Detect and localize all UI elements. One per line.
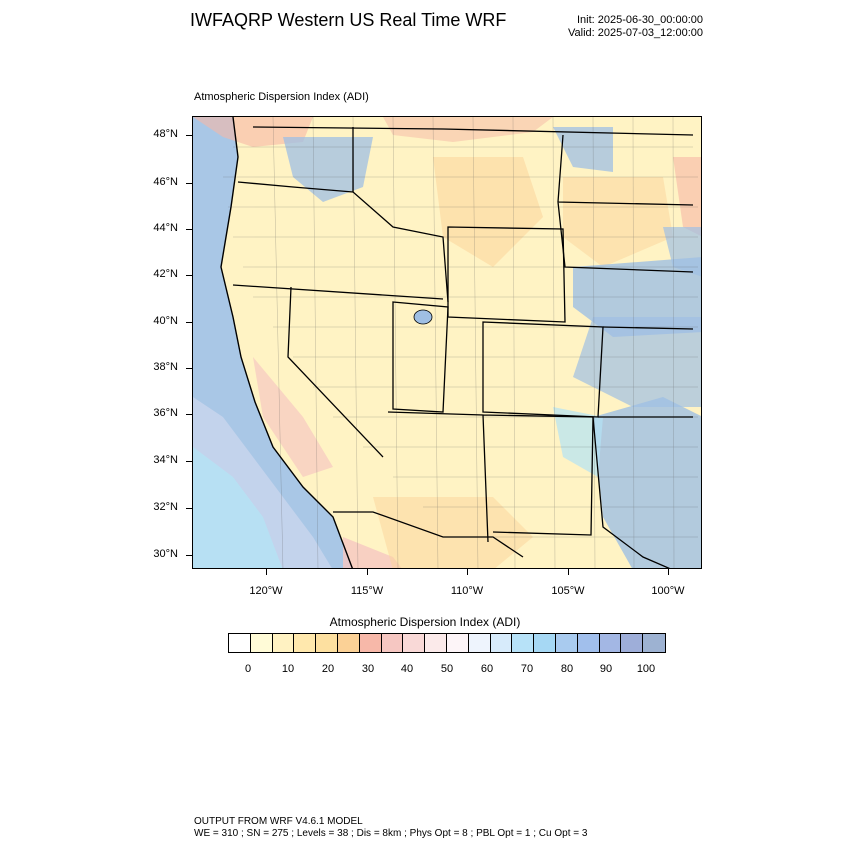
init-time: Init: 2025-06-30_00:00:00	[577, 14, 703, 26]
longitude-label: 120°W	[249, 585, 283, 597]
adi-map	[192, 116, 702, 569]
colorbar-label: 10	[281, 663, 295, 675]
colorbar-label: 90	[599, 663, 613, 675]
latitude-label: 36°N	[153, 407, 178, 419]
latitude-tick	[186, 461, 192, 462]
colorbar-swatch	[316, 634, 338, 652]
map-title: IWFAQRP Western US Real Time WRF	[190, 10, 507, 30]
colorbar-swatch	[360, 634, 382, 652]
colorbar-label: 50	[440, 663, 454, 675]
colorbar-label: 60	[480, 663, 494, 675]
longitude-tick	[266, 569, 267, 575]
latitude-label: 34°N	[153, 454, 178, 466]
latitude-label: 32°N	[153, 501, 178, 513]
latitude-tick	[186, 229, 192, 230]
map-subtitle: Atmospheric Dispersion Index (ADI)	[194, 91, 369, 103]
latitude-tick	[186, 555, 192, 556]
latitude-tick	[186, 183, 192, 184]
valid-time: Valid: 2025-07-03_12:00:00	[568, 27, 703, 39]
colorbar-swatch	[469, 634, 491, 652]
longitude-tick	[367, 569, 368, 575]
colorbar-label: 70	[520, 663, 534, 675]
latitude-label: 44°N	[153, 222, 178, 234]
colorbar-swatch	[578, 634, 600, 652]
longitude-label: 115°W	[350, 585, 384, 597]
latitude-label: 42°N	[153, 268, 178, 280]
colorbar-swatch	[534, 634, 556, 652]
colorbar-swatch	[294, 634, 316, 652]
colorbar-swatch	[382, 634, 404, 652]
colorbar	[228, 633, 666, 653]
model-info: OUTPUT FROM WRF V4.6.1 MODEL	[194, 816, 363, 827]
great-salt-lake	[414, 310, 432, 324]
colorbar-swatch	[643, 634, 665, 652]
colorbar-label: 30	[361, 663, 375, 675]
longitude-label: 100°W	[651, 585, 685, 597]
latitude-tick	[186, 135, 192, 136]
colorbar-swatch	[621, 634, 643, 652]
longitude-label: 110°W	[450, 585, 484, 597]
latitude-label: 40°N	[153, 315, 178, 327]
longitude-label: 105°W	[551, 585, 585, 597]
colorbar-label: 40	[400, 663, 414, 675]
colorbar-label: 0	[244, 663, 252, 675]
model-params: WE = 310 ; SN = 275 ; Levels = 38 ; Dis = 8km ; Phys Opt = 8 ; PBL Opt = 1 ; Cu Opt = 3	[194, 828, 588, 839]
colorbar-swatch	[491, 634, 513, 652]
latitude-tick	[186, 414, 192, 415]
colorbar-swatch	[556, 634, 578, 652]
colorbar-swatch	[447, 634, 469, 652]
colorbar-swatch	[403, 634, 425, 652]
longitude-tick	[568, 569, 569, 575]
latitude-tick	[186, 322, 192, 323]
colorbar-swatch	[600, 634, 622, 652]
legend-title: Atmospheric Dispersion Index (ADI)	[329, 615, 521, 629]
colorbar-swatch	[229, 634, 251, 652]
colorbar-label: 100	[636, 663, 656, 675]
colorbar-swatch	[512, 634, 534, 652]
colorbar-swatch	[273, 634, 295, 652]
latitude-tick	[186, 508, 192, 509]
longitude-tick	[668, 569, 669, 575]
adi-map-canvas	[193, 117, 702, 569]
latitude-label: 46°N	[153, 176, 178, 188]
colorbar-label: 20	[321, 663, 335, 675]
colorbar-label: 80	[560, 663, 574, 675]
colorbar-swatch	[425, 634, 447, 652]
colorbar-swatch	[338, 634, 360, 652]
colorbar-swatch	[251, 634, 273, 652]
latitude-tick	[186, 275, 192, 276]
latitude-label: 30°N	[153, 548, 178, 560]
longitude-tick	[467, 569, 468, 575]
latitude-label: 48°N	[153, 128, 178, 140]
latitude-label: 38°N	[153, 361, 178, 373]
latitude-tick	[186, 368, 192, 369]
